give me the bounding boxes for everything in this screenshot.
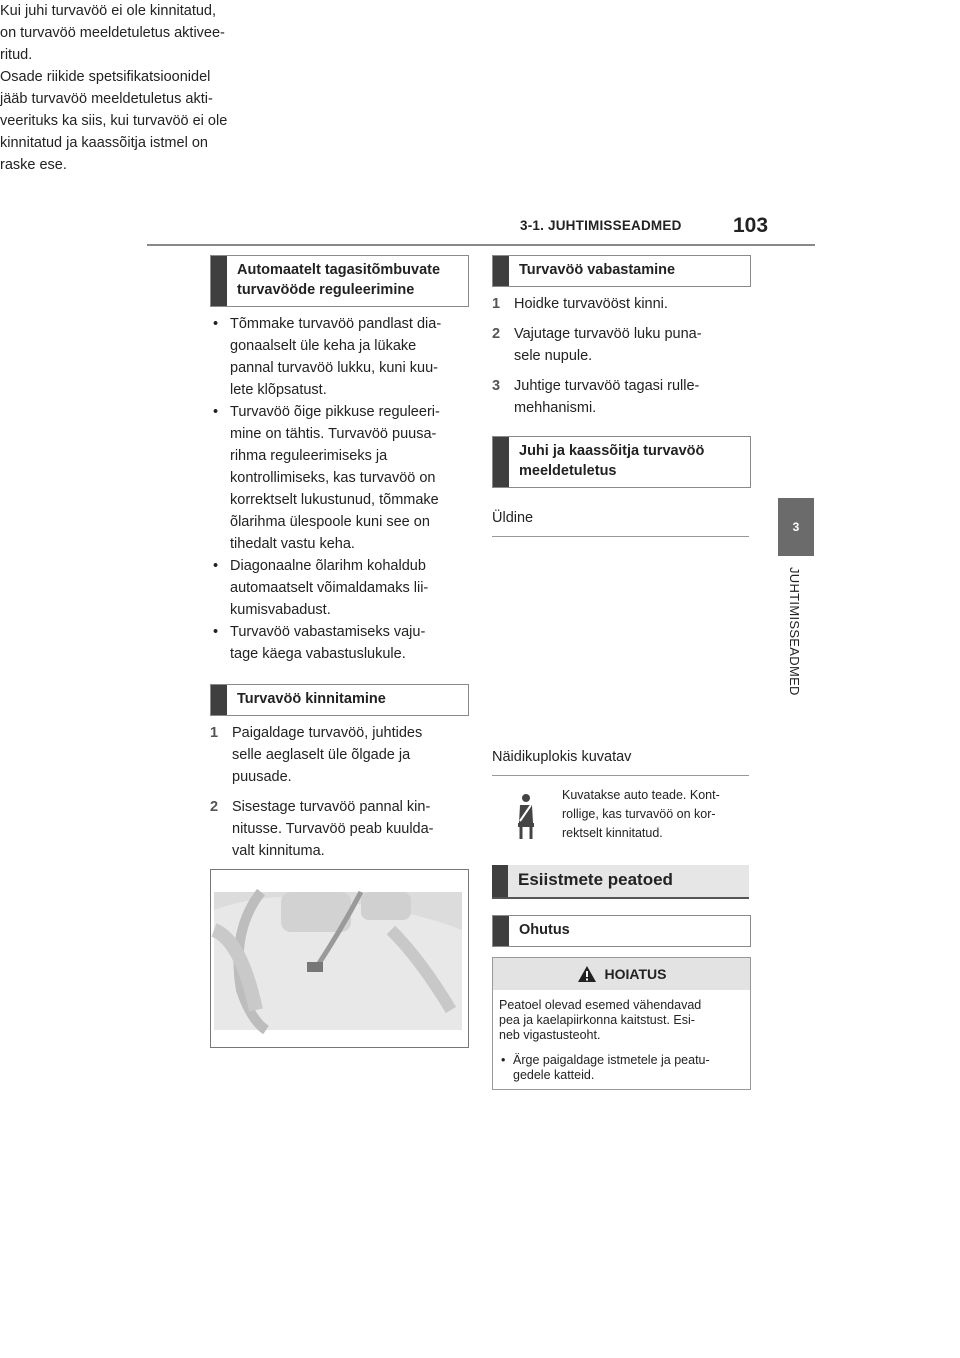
text-line: neb vigastusteoht. (499, 1028, 601, 1042)
step-number: 1 (492, 296, 501, 312)
section-box-reminder (492, 436, 751, 488)
text-line: Tõmmake turvavöö pandlast dia- (230, 316, 442, 332)
warning-bullet: • Ärge paigaldage istmetele ja peatu- gedele katteid. (499, 1053, 744, 1083)
warning-header (493, 958, 750, 990)
subheading-general: Üldine (492, 510, 749, 537)
section-box-bar (493, 437, 509, 487)
text-line: kumisvabadust. (230, 602, 331, 618)
step-number: 3 (492, 378, 501, 394)
seatbelt-illustration (210, 869, 469, 1048)
page-number: 103 (733, 214, 769, 237)
bullet-item (210, 621, 475, 665)
section-box-bar (492, 865, 508, 897)
section-box-safety (492, 915, 751, 947)
section-box-release (492, 255, 751, 287)
text-line: lete klõpsatust. (230, 382, 327, 398)
step-item (492, 375, 757, 419)
section-header: 3-1. JUHTIMISSEADMED (520, 218, 682, 233)
bullet-dot: • (213, 316, 219, 332)
text-line: automaatselt võimaldamaks lii- (230, 580, 429, 596)
text-line: mehhanismi. (514, 400, 597, 416)
text-line: korrektselt lukustunud, tõmmake (230, 492, 439, 508)
text-line: tage käega vabastuslukule. (230, 646, 406, 662)
text-line: veerituks ka siis, kui turvavöö ei ole (0, 113, 228, 129)
text-line: rektselt kinnitatud. (562, 826, 663, 840)
text-line: Turvavöö vabastamiseks vaju- (230, 624, 426, 640)
text-line: selle aeglaselt üle õlgade ja (232, 747, 411, 763)
section-title: Ohutus (519, 922, 570, 938)
text-line: rihma reguleerimiseks ja (230, 448, 388, 464)
warning-triangle-icon (577, 965, 597, 983)
text-line: rollige, kas turvavöö on kor- (562, 807, 716, 821)
section-title: Esiistmete peatoed (518, 870, 673, 889)
step-number: 2 (210, 799, 219, 815)
section-title (227, 256, 450, 306)
title-line: meeldetuletus (519, 463, 617, 479)
bullet-dot: • (213, 404, 219, 420)
text-line: mine on tähtis. Turvavöö puusa- (230, 426, 437, 442)
warning-label: HOIATUS (604, 966, 667, 982)
bullet-list (210, 313, 475, 665)
text-line: Osade riikide spetsifikatsioonidel (0, 69, 211, 85)
title-line: Juhi ja kaassõitja turvavöö (519, 443, 705, 459)
title-line: Automaatelt tagasitõmbuvate (237, 262, 441, 278)
chapter-side-label (788, 567, 804, 717)
text-line: gonaalselt üle keha ja lükake (230, 338, 417, 354)
text-line: kontrollimiseks, kas turvavöö on (230, 470, 436, 486)
text-line: Kui juhi turvavöö ei ole kinnitatud, (0, 3, 217, 19)
section-title (509, 437, 714, 487)
warning-box (492, 957, 751, 1090)
section-title: Turvavöö vabastamine (519, 262, 676, 278)
seatbelt-reminder-icon (512, 793, 540, 839)
text-line: gedele katteid. (513, 1068, 595, 1082)
text-line: Vajutage turvavöö luku puna- (514, 326, 702, 342)
title-line: turvavööde reguleerimine (237, 282, 415, 298)
bullet-dot: • (213, 624, 219, 640)
bullet-item (210, 401, 475, 555)
step-list (492, 293, 757, 427)
text-line: Ärge paigaldage istmetele ja peatu- (513, 1053, 710, 1067)
chapter-side-label-text: JUHTIMISSEADMED (787, 567, 802, 696)
section-box-bar (493, 256, 509, 286)
step-item (492, 323, 757, 367)
step-list (210, 722, 475, 870)
bullet-item (210, 313, 475, 401)
section-box-fasten (210, 684, 469, 716)
display-description (562, 786, 752, 843)
text-line: pea ja kaelapiirkonna kaitstust. Esi- (499, 1013, 695, 1027)
text-line: sele nupule. (514, 348, 593, 364)
text-line: pannal turvavöö lukku, kuni kuu- (230, 360, 438, 376)
step-number: 1 (210, 725, 219, 741)
text-line: ritud. (0, 47, 33, 63)
text-line: puusade. (232, 769, 292, 785)
text-line: Paigaldage turvavöö, juhtides (232, 725, 423, 741)
chapter-tab: 3 (778, 498, 814, 556)
text-line: Sisestage turvavöö pannal kin- (232, 799, 431, 815)
text-line: Juhtige turvavöö tagasi rulle- (514, 378, 700, 394)
text-line: jääb turvavöö meeldetuletus akti- (0, 91, 213, 107)
seatbelt-icon (512, 793, 540, 839)
warning-body (493, 990, 750, 1091)
text-line: Diagonaalne õlarihm kohaldub (230, 558, 426, 574)
section-box-bar (211, 685, 227, 715)
text-line: on turvavöö meeldetuletus aktivee- (0, 25, 225, 41)
step-item (210, 722, 475, 788)
step-number: 2 (492, 326, 501, 342)
text-line: nitusse. Turvavöö peab kuulda- (232, 821, 434, 837)
warning-text (499, 998, 744, 1043)
section-box-adjust-belts (210, 255, 469, 307)
text-line: Peatoel olevad esemed vähendavad (499, 998, 702, 1012)
seatbelt-image (211, 870, 468, 1047)
text-line: Turvavöö õige pikkuse reguleeri- (230, 404, 440, 420)
text-line: kinnitatud ja kaassõitja istmel on (0, 135, 208, 151)
paragraph (0, 0, 265, 66)
paragraph (0, 66, 265, 176)
text-line: tihedalt vastu keha. (230, 536, 355, 552)
text-line: õlarihma ülespoole kuni see on (230, 514, 430, 530)
section-box-bar (211, 256, 227, 306)
text-line: valt kinnituma. (232, 843, 325, 859)
section-title: Turvavöö kinnitamine (237, 691, 386, 707)
text-line: Hoidke turvavööst kinni. (514, 296, 668, 312)
step-item (492, 293, 757, 315)
text-line: raske ese. (0, 157, 67, 173)
bullet-dot: • (213, 558, 219, 574)
header-divider (147, 244, 815, 246)
section-box-bar (493, 916, 509, 946)
bullet-item (210, 555, 475, 621)
text-line: Kuvatakse auto teade. Kont- (562, 788, 720, 802)
warning-bullet-text (513, 1053, 744, 1083)
subheading-display: Näidikuplokis kuvatav (492, 749, 749, 776)
section-header-head-restraints (492, 865, 749, 899)
step-item (210, 796, 475, 862)
